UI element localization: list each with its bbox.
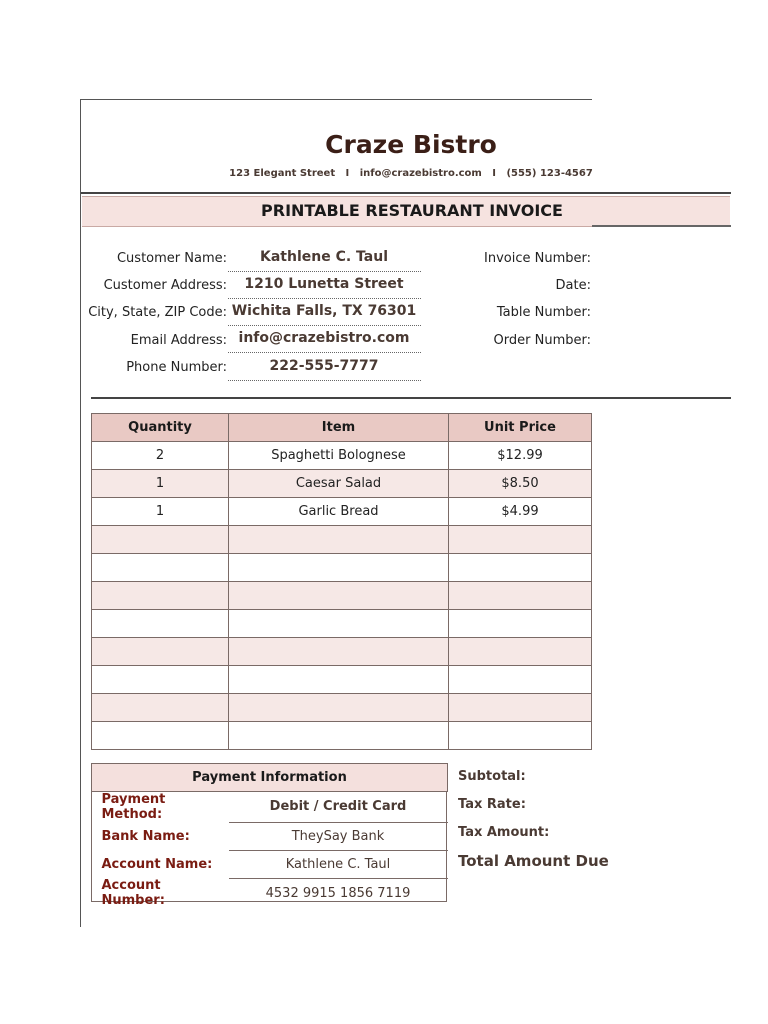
tax-rate-label: Tax Rate: — [458, 797, 526, 812]
item-cell[interactable] — [229, 582, 449, 610]
payment-method-value[interactable]: Debit / Credit Card — [229, 792, 448, 823]
unit-price-cell[interactable] — [449, 666, 592, 694]
item-cell[interactable]: Caesar Salad — [229, 470, 449, 498]
item-cell[interactable]: Garlic Bread — [229, 498, 449, 526]
unit-price-cell[interactable] — [449, 554, 592, 582]
contact-line: 123 Elegant Street I info@crazebistro.com I (555) 123-4567 — [229, 168, 593, 179]
customer-name-value[interactable]: Kathlene C. Taul — [259, 249, 388, 265]
item-cell[interactable] — [229, 638, 449, 666]
table-row — [92, 638, 592, 666]
phone-value[interactable]: 222-555-7777 — [269, 358, 379, 374]
table-number-label: Table Number: — [496, 305, 591, 320]
email-underline — [228, 352, 421, 353]
quantity-cell[interactable] — [92, 666, 229, 694]
phone-label: Phone Number: — [126, 360, 227, 375]
unit-price-cell[interactable] — [449, 582, 592, 610]
subtotal-label: Subtotal: — [458, 769, 526, 784]
unit-price-cell[interactable]: $8.50 — [449, 470, 592, 498]
payment-info-table — [91, 763, 448, 908]
item-cell[interactable] — [229, 666, 449, 694]
email-label: Email Address: — [130, 333, 227, 348]
quantity-cell[interactable] — [92, 610, 229, 638]
item-cell[interactable] — [229, 554, 449, 582]
account-number-label: Account Number: — [101, 878, 165, 908]
item-cell[interactable]: Spaghetti Bolognese — [229, 442, 449, 470]
table-row — [92, 442, 592, 470]
unit-price-header: Unit Price — [449, 414, 592, 442]
unit-price-cell[interactable] — [449, 526, 592, 554]
tax-amount-label: Tax Amount: — [458, 825, 550, 840]
quantity-cell[interactable] — [92, 722, 229, 750]
unit-price-cell[interactable] — [449, 722, 592, 750]
section-divider — [91, 397, 731, 399]
email-value[interactable]: info@crazebistro.com — [238, 330, 410, 346]
table-row — [92, 666, 592, 694]
phone-underline — [228, 380, 421, 381]
invoice-number-label: Invoice Number: — [484, 251, 591, 266]
items-table — [91, 413, 592, 750]
quantity-cell[interactable] — [92, 554, 229, 582]
table-row — [92, 554, 592, 582]
item-cell[interactable] — [229, 610, 449, 638]
quantity-cell[interactable]: 1 — [92, 498, 229, 526]
date-label: Date: — [555, 278, 591, 293]
unit-price-cell[interactable] — [449, 638, 592, 666]
quantity-cell[interactable]: 2 — [92, 442, 229, 470]
account-name-label: Account Name: — [101, 856, 213, 872]
item-cell[interactable] — [229, 694, 449, 722]
bank-name-label: Bank Name: — [101, 828, 190, 844]
banner-underline — [592, 225, 731, 227]
quantity-cell[interactable] — [92, 694, 229, 722]
customer-name-underline — [228, 271, 421, 272]
item-cell[interactable] — [229, 526, 449, 554]
table-row — [92, 694, 592, 722]
city-state-zip-underline — [228, 325, 421, 326]
frame-left-border — [80, 99, 81, 927]
table-row — [92, 582, 592, 610]
table-row — [92, 470, 592, 498]
quantity-cell[interactable]: 1 — [92, 470, 229, 498]
business-name: Craze Bistro — [325, 130, 497, 159]
frame-top-border — [81, 99, 592, 100]
customer-name-label: Customer Name: — [116, 251, 227, 266]
order-number-label: Order Number: — [493, 333, 591, 348]
document-title: PRINTABLE RESTAURANT INVOICE — [261, 201, 563, 220]
quantity-cell[interactable] — [92, 526, 229, 554]
items-header-row — [92, 414, 592, 442]
payment-method-label: Payment Method: — [101, 792, 166, 822]
customer-address-underline — [228, 298, 421, 299]
customer-address-label: Customer Address: — [103, 278, 227, 293]
table-row — [92, 610, 592, 638]
city-state-zip-label: City, State, ZIP Code: — [88, 305, 227, 320]
table-row — [92, 722, 592, 750]
quantity-cell[interactable] — [92, 638, 229, 666]
total-amount-due-label: Total Amount Due — [458, 852, 609, 870]
table-row — [92, 526, 592, 554]
item-header: Item — [229, 414, 449, 442]
city-state-zip-value[interactable]: Wichita Falls, TX 76301 — [231, 303, 417, 319]
bank-name-value[interactable]: TheySay Bank — [229, 822, 448, 850]
table-row — [92, 498, 592, 526]
header-divider — [81, 192, 731, 194]
account-number-value[interactable]: 4532 9915 1856 7119 — [265, 885, 411, 901]
unit-price-cell[interactable]: $4.99 — [449, 498, 592, 526]
unit-price-cell[interactable]: $12.99 — [449, 442, 592, 470]
quantity-header: Quantity — [92, 414, 229, 442]
account-name-value[interactable]: Kathlene C. Taul — [229, 850, 448, 878]
unit-price-cell[interactable] — [449, 694, 592, 722]
unit-price-cell[interactable] — [449, 610, 592, 638]
payment-info-title: Payment Information — [92, 764, 448, 792]
item-cell[interactable] — [229, 722, 449, 750]
quantity-cell[interactable] — [92, 582, 229, 610]
customer-address-value[interactable]: 1210 Lunetta Street — [244, 276, 404, 292]
